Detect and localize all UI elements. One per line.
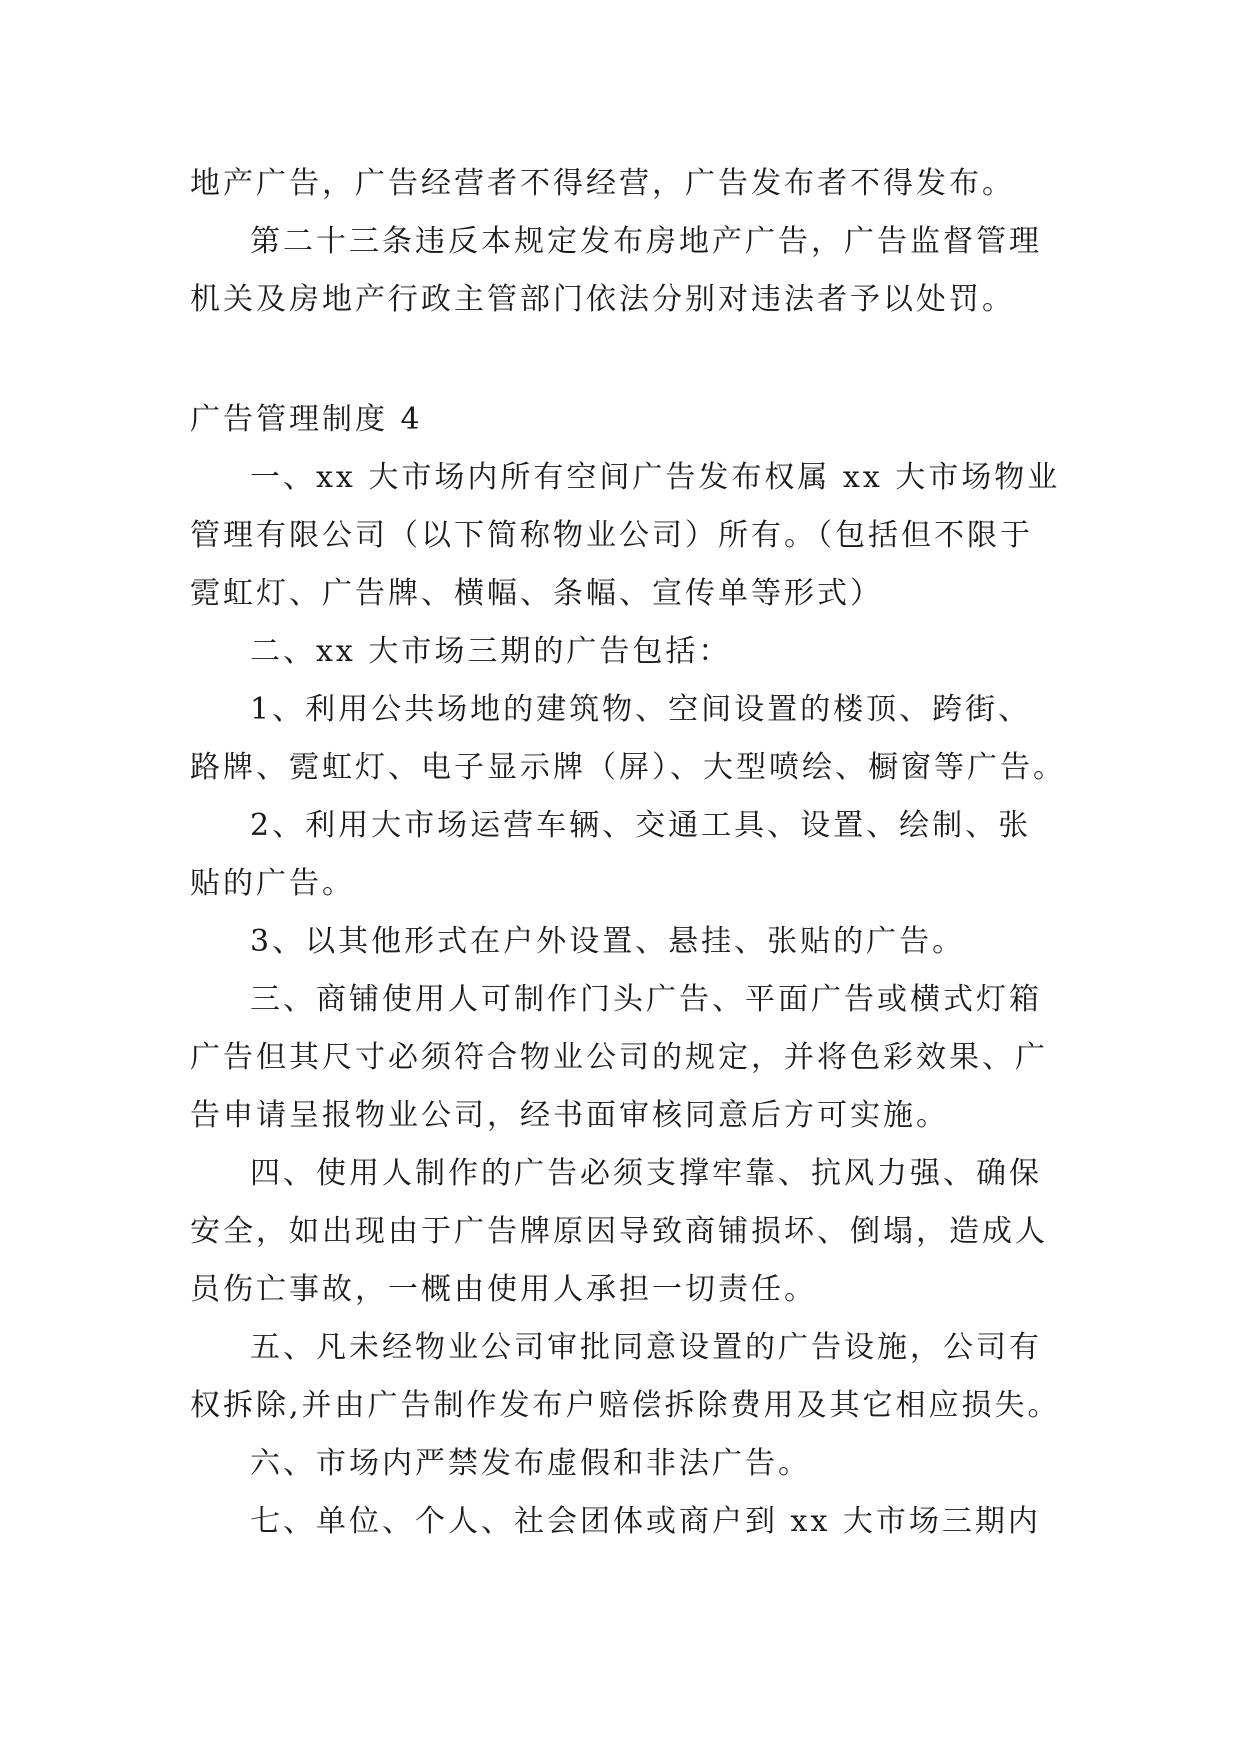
text-line: 权拆除,并由广告制作发布户赔偿拆除费用及其它相应损失。 (190, 1388, 1061, 1423)
text-line: 霓虹灯、广告牌、横幅、条幅、宣传单等形式） (190, 576, 883, 611)
text-line: 安全，如出现由于广告牌原因导致商铺损坏、倒塌，造成人 (190, 1214, 1048, 1249)
text-line: 3、以其他形式在户外设置、悬挂、张贴的广告。 (250, 924, 966, 959)
text-line: 一、xx 大市场内所有空间广告发布权属 xx 大市场物业 (250, 460, 1061, 495)
text-line: 管理有限公司（以下简称物业公司）所有。（包括但不限于 (190, 518, 1033, 553)
text-line: 贴的广告。 (190, 866, 355, 901)
text-line: 机关及房地产行政主管部门依法分别对违法者予以处罚。 (190, 282, 1015, 317)
text-line: 员伤亡事故，一概由使用人承担一切责任。 (190, 1272, 817, 1307)
text-line: 地产广告，广告经营者不得经营，广告发布者不得发布。 (190, 166, 1015, 201)
text-line: 告申请呈报物业公司，经书面审核同意后方可实施。 (190, 1098, 949, 1133)
text-line: 二、xx 大市场三期的广告包括： (250, 634, 732, 669)
text-line: 1、利用公共场地的建筑物、空间设置的楼顶、跨街、 (250, 692, 1032, 727)
text-line: 四、使用人制作的广告必须支撑牢靠、抗风力强、确保 (250, 1156, 1042, 1191)
text-line: 三、商铺使用人可制作门头广告、平面广告或横式灯箱 (250, 982, 1042, 1017)
text-line: 广告但其尺寸必须符合物业公司的规定，并将色彩效果、广 (190, 1040, 1048, 1075)
text-line: 五、凡未经物业公司审批同意设置的广告设施，公司有 (250, 1330, 1042, 1365)
text-line: 六、市场内严禁发布虚假和非法广告。 (250, 1446, 811, 1481)
text-line: 七、单位、个人、社会团体或商户到 xx 大市场三期内 (250, 1504, 1041, 1539)
section-heading: 广告管理制度 4 (190, 402, 423, 437)
text-line: 2、利用大市场运营车辆、交通工具、设置、绘制、张 (250, 808, 1032, 843)
text-line: 路牌、霓虹灯、电子显示牌（屏）、大型喷绘、橱窗等广告。 (190, 750, 1066, 785)
text-line: 第二十三条违反本规定发布房地产广告，广告监督管理 (250, 224, 1042, 259)
